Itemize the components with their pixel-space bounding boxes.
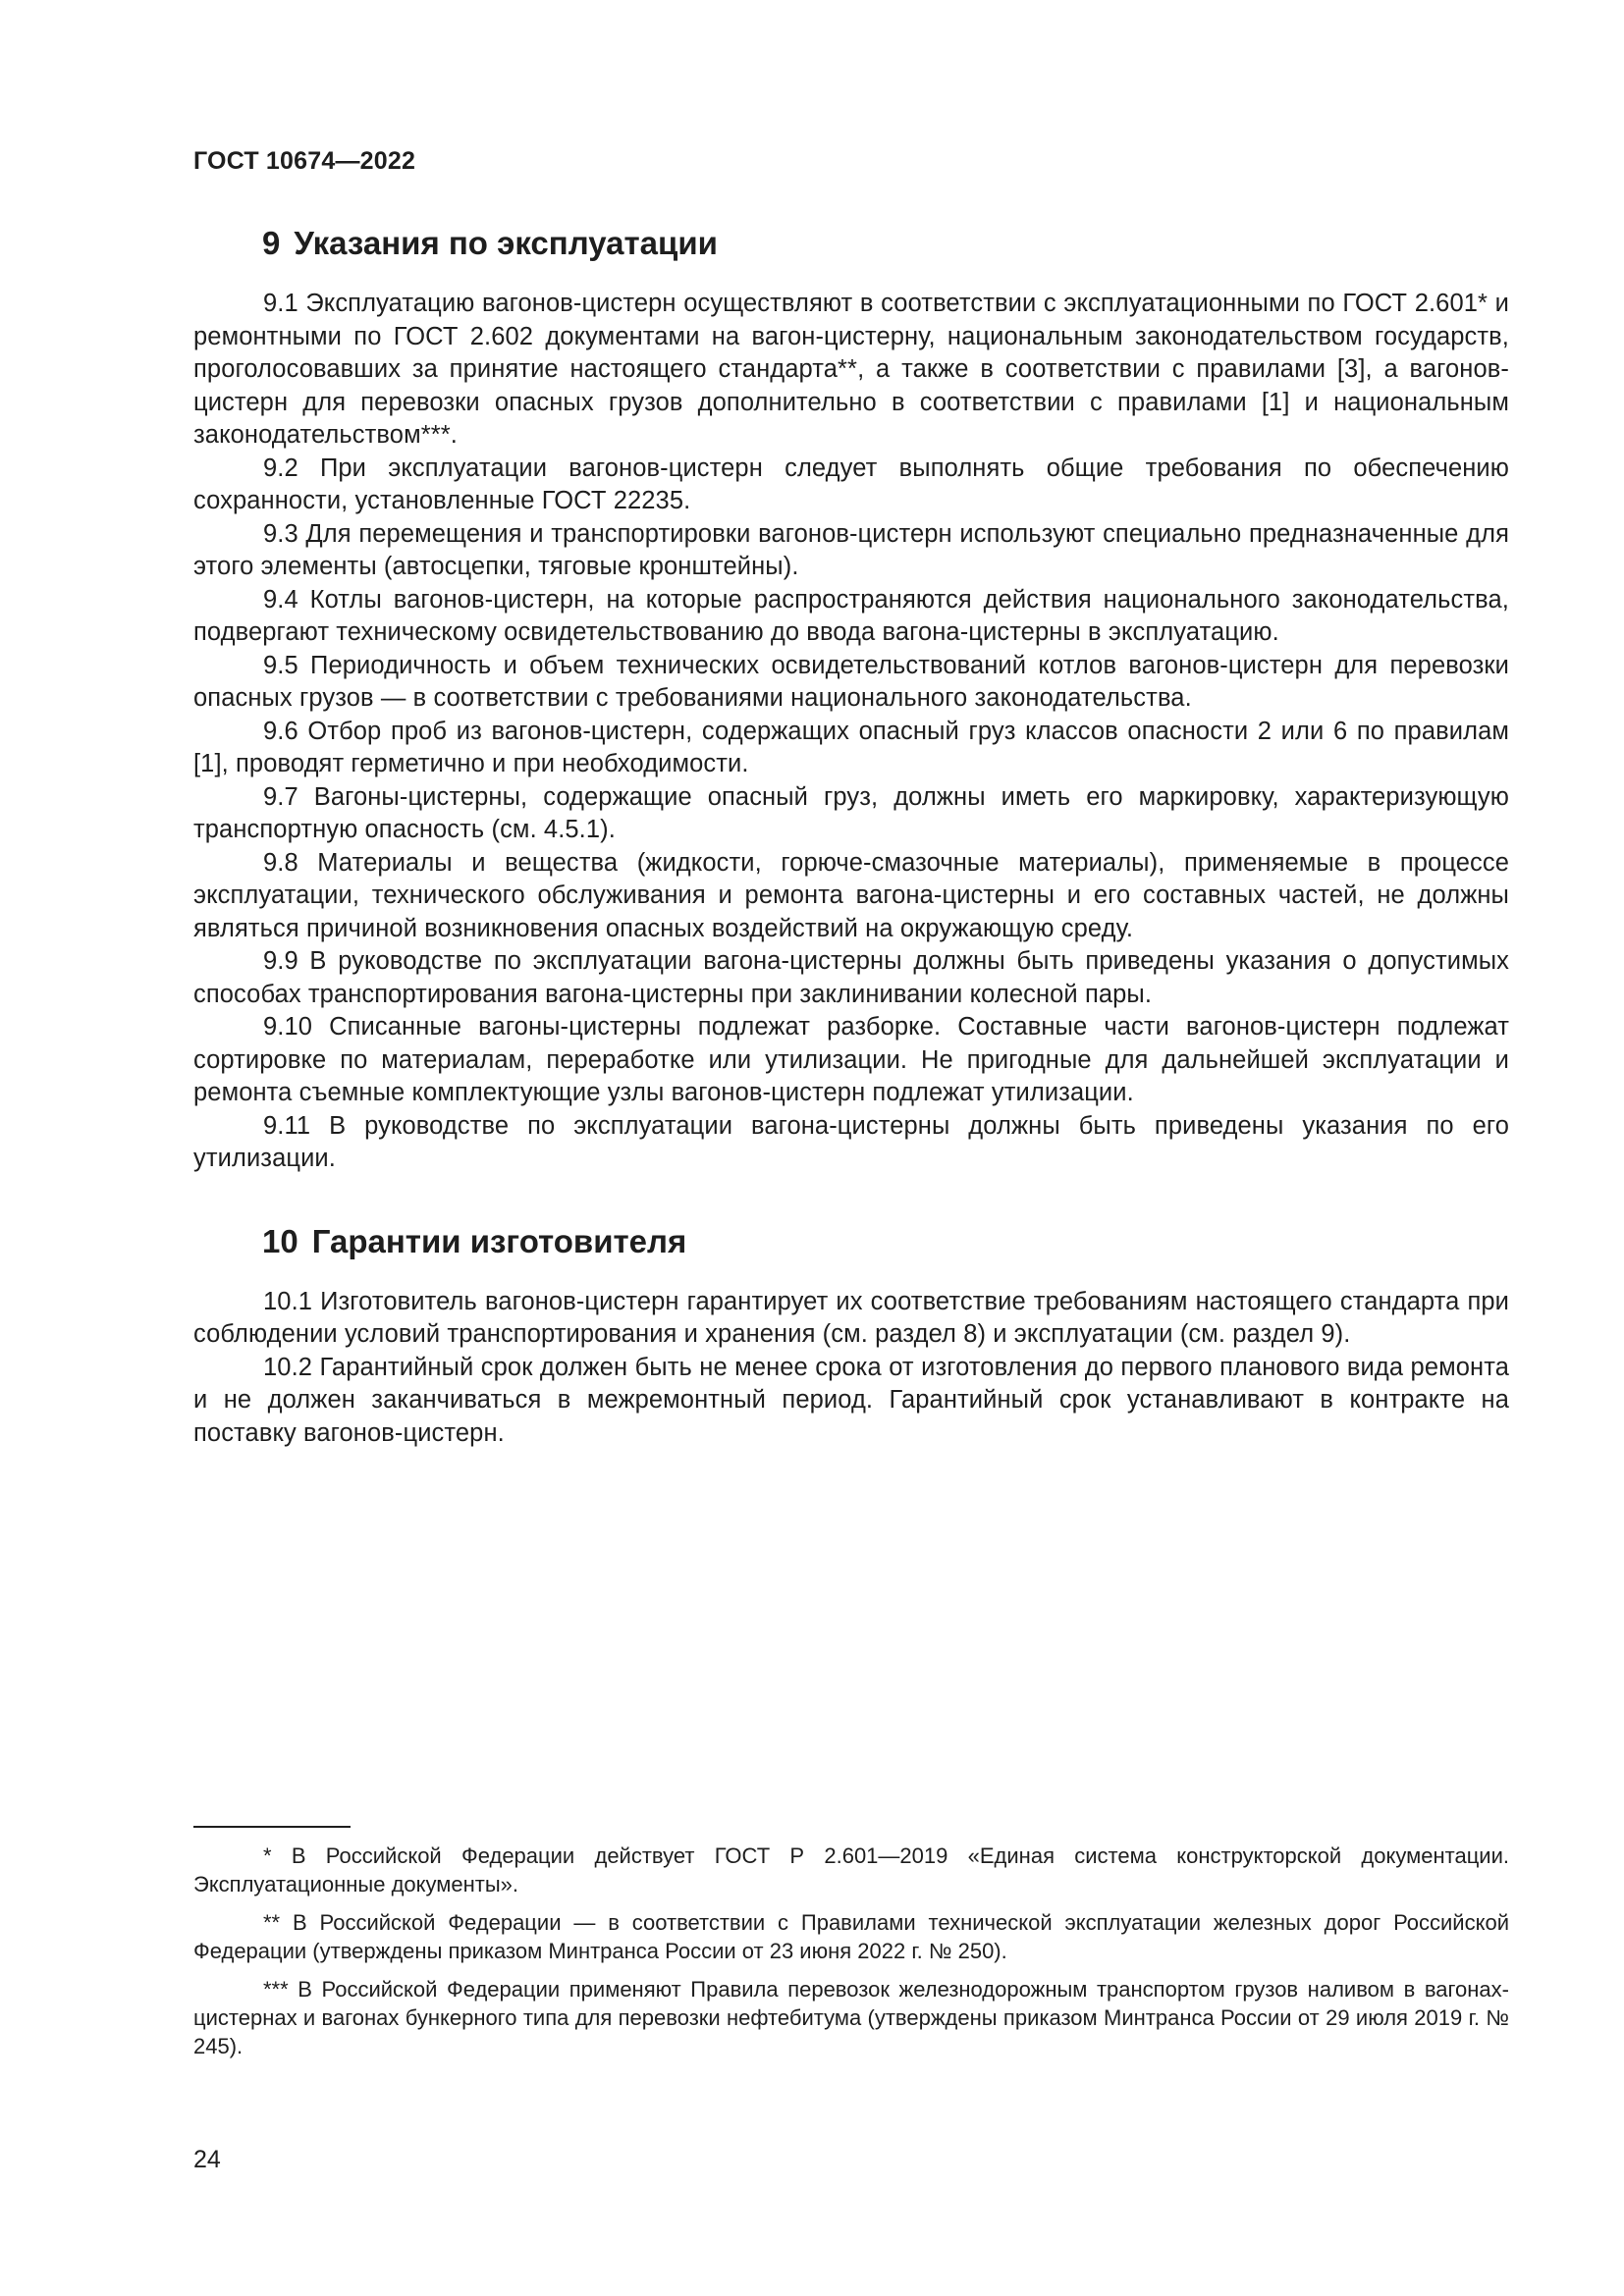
footnote-divider xyxy=(193,1826,351,1828)
paragraph-9-9: 9.9 В руководстве по эксплуатации вагона-цистерны должны быть приведены указания о допустимых способах транспортирования вагона-цистерны при заклинивании колесной пары. xyxy=(193,947,1509,1008)
paragraph-10-2: 10.2 Гарантийный срок должен быть не менее срока от изготовления до первого планового вида ремонта и не должен заканчиваться в межремонтный период. Гарантийный срок устанавливают в контракте на поставку вагонов-цистерн. xyxy=(193,1353,1509,1447)
paragraph-9-10: 9.10 Списанные вагоны-цистерны подлежат разборке. Составные части вагонов-цистерн подлежат сортировке по материалам, переработке или утилизации. Не пригодные для дальнейшей эксплуатации и ремонта съемные комплектующие узлы вагонов-цистерн подлежат утилизации. xyxy=(193,1013,1509,1106)
section-9-number: 9 xyxy=(262,225,281,261)
paragraph-9-4: 9.4 Котлы вагонов-цистерн, на которые распространяются действия национального законодательства, подвергают техническому освидетельствованию до ввода вагона-цистерны в эксплуатацию. xyxy=(193,585,1509,646)
section-9 xyxy=(193,221,1509,1176)
paragraph-9-8: 9.8 Материалы и вещества (жидкости, горюче-смазочные материалы), применяемые в процессе эксплуатации, технического обслуживания и ремонта вагона-цистерны и его составных частей, не должны являться причиной возникновения опасных воздействий на окружающую среду. xyxy=(193,848,1509,942)
section-9-title xyxy=(262,221,1509,266)
paragraph-9-1: 9.1 Эксплуатацию вагонов-цистерн осуществляют в соответствии с эксплуатационными по ГОСТ 2.601* и ремонтными по ГОСТ 2.602 документами на вагон-цистерну, национальным законодательством государств, проголосовавших за принятие настоящего стандарта**, а также в соответствии с правилами [3], а вагонов-цистерн для перевозки опасных грузов дополнительно в соответствии с правилами [1] и национальным законодательством***. xyxy=(193,290,1509,449)
footnote-2: ** В Российской Федерации — в соответствии с Правилами технической эксплуатации железных дорог Российской Федерации (утверждены приказом Минтранса России от 23 июня 2022 г. № 250). xyxy=(193,1910,1509,1963)
document-code-header: ГОСТ 10674—2022 xyxy=(193,147,416,175)
paragraph-9-6: 9.6 Отбор проб из вагонов-цистерн, содержащих опасный груз классов опасности 2 или 6 по правилам [1], проводят герметично и при необходимости. xyxy=(193,717,1509,777)
section-10-title-text: Гарантии изготовителя xyxy=(311,1222,687,1259)
paragraph-9-7: 9.7 Вагоны-цистерны, содержащие опасный груз, должны иметь его маркировку, характеризующую транспортную опасность (см. 4.5.1). xyxy=(193,782,1509,843)
section-10-number: 10 xyxy=(262,1222,298,1259)
paragraph-10-1: 10.1 Изготовитель вагонов-цистерн гарантирует их соответствие требованиям настоящего стандарта при соблюдении условий транспортирования и хранения (см. раздел 8) и эксплуатации (см. раздел 9). xyxy=(193,1287,1509,1348)
paragraph-9-11: 9.11 В руководстве по эксплуатации вагона-цистерны должны быть приведены указания по его утилизации. xyxy=(193,1111,1509,1172)
section-9-title-text: Указания по эксплуатации xyxy=(294,225,718,261)
page-content xyxy=(193,221,1509,1450)
footnotes xyxy=(193,1826,1509,2070)
footnote-1: * В Российской Федерации действует ГОСТ Р 2.601—2019 «Единая система конструкторской документации. Эксплуатационные документы». xyxy=(193,1843,1509,1896)
section-10-title xyxy=(262,1219,1509,1264)
paragraph-9-3: 9.3 Для перемещения и транспортировки вагонов-цистерн используют специально предназначенные для этого элементы (автосцепки, тяговые кронштейны). xyxy=(193,519,1509,580)
page-number: 24 xyxy=(193,2146,221,2173)
paragraph-9-2: 9.2 При эксплуатации вагонов-цистерн следует выполнять общие требования по обеспечению сохранности, установленные ГОСТ 22235. xyxy=(193,454,1509,514)
paragraph-9-5: 9.5 Периодичность и объем технических освидетельствований котлов вагонов-цистерн для перевозки опасных грузов — в соответствии с требованиями национального законодательства. xyxy=(193,651,1509,712)
footnote-3: *** В Российской Федерации применяют Правила перевозок железнодорожным транспортом грузов наливом в вагонах-цистернах и вагонах бункерного типа для перевозки нефтебитума (утверждены приказом Минтранса России от 29 июля 2019 г. № 245). xyxy=(193,1977,1509,2058)
section-10 xyxy=(193,1219,1509,1451)
